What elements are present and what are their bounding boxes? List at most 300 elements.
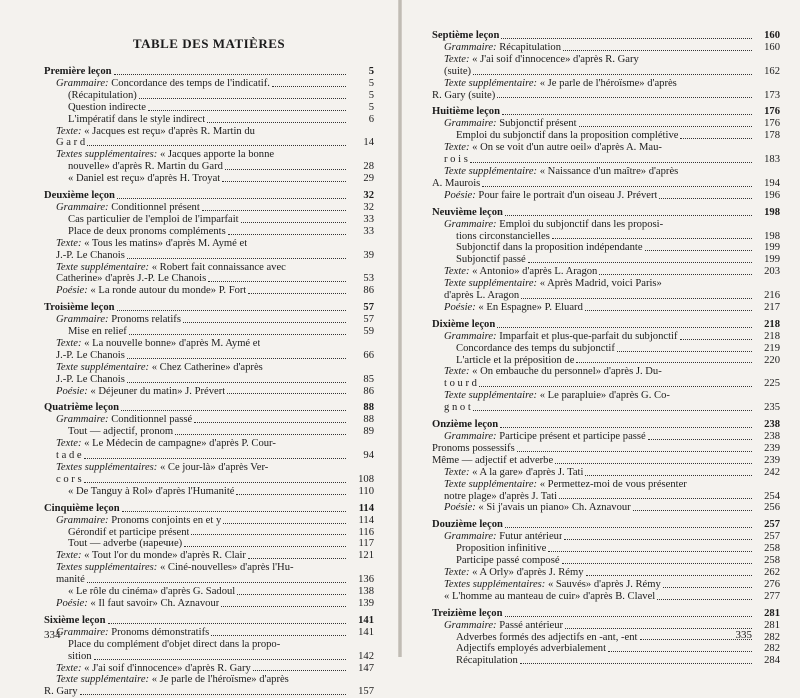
- toc-page-number: 5: [368, 66, 374, 77]
- toc-entry-text: [444, 42, 561, 54]
- toc-page-number: 86: [363, 385, 374, 397]
- toc-entry: [432, 54, 780, 66]
- toc-page-number: 85: [363, 373, 374, 385]
- toc-entry-label: Texte:: [56, 662, 82, 674]
- toc-page-number: 257: [764, 531, 780, 543]
- toc-entry: [432, 343, 780, 355]
- toc-entry: [44, 238, 374, 250]
- toc-page-number: 235: [764, 402, 780, 414]
- toc-entry: [44, 202, 374, 214]
- toc-page-number: 29: [363, 173, 374, 185]
- dot-leader: [497, 327, 752, 328]
- toc-page-number: 282: [764, 643, 780, 655]
- dot-leader: [585, 310, 752, 311]
- toc-entry-title: « La ronde autour du monde» P. Fort: [87, 285, 247, 297]
- toc-entry-title: Participe passé composé: [456, 555, 560, 567]
- toc-page-number: 218: [764, 330, 780, 342]
- toc-entry: [44, 273, 374, 285]
- toc-entry: [44, 350, 374, 362]
- toc-page-number: 203: [764, 266, 780, 278]
- toc-entry: [44, 598, 374, 610]
- toc-page-number: 141: [358, 614, 374, 626]
- dot-leader: [248, 293, 346, 294]
- lesson-heading: [432, 608, 780, 620]
- toc-entry-text: Neuvième leçon: [432, 206, 503, 218]
- toc-entry: [432, 78, 780, 90]
- dot-leader: [211, 635, 346, 636]
- toc-page-number: 199: [764, 242, 780, 254]
- toc-entry-title: « Permettez-moi de vous présenter: [537, 478, 687, 490]
- toc-entry-text: [56, 627, 209, 639]
- toc-page-number: 59: [363, 326, 374, 338]
- toc-page-number: 276: [764, 578, 780, 590]
- toc-entry: [44, 550, 374, 562]
- toc-entry-text: [432, 455, 553, 467]
- toc-page-number: 89: [363, 426, 374, 438]
- toc-entry: [432, 178, 780, 190]
- toc-entry-text: [456, 632, 638, 644]
- toc-entry-text: [444, 166, 678, 178]
- toc-entry-text: [432, 178, 480, 190]
- toc-entry-title: J.-P. Le Chanois: [56, 249, 125, 261]
- toc-page-number: 57: [363, 314, 374, 326]
- lesson-heading: [44, 302, 374, 314]
- lesson-block: [44, 503, 374, 610]
- lesson-heading: [432, 519, 780, 531]
- dot-leader: [565, 628, 752, 629]
- toc-page-number: 194: [764, 177, 780, 189]
- toc-entry-title: « Le rôle du cinéma» d'après G. Sadoul: [68, 586, 236, 598]
- dot-leader: [237, 594, 346, 595]
- dot-leader: [633, 510, 752, 511]
- toc-entry: [432, 242, 780, 254]
- dot-leader: [127, 358, 346, 359]
- toc-entry-text: Onzième leçon: [432, 419, 499, 431]
- toc-entry-text: [56, 438, 276, 450]
- toc-entry: [44, 515, 374, 527]
- toc-page-number: 282: [764, 631, 780, 643]
- toc-page-number: 110: [358, 485, 374, 497]
- toc-page-number: 139: [358, 597, 374, 609]
- toc-entry-title: Subjonctif passé: [456, 254, 526, 266]
- dot-leader: [184, 546, 346, 547]
- toc-entry-text: [444, 402, 471, 414]
- dot-leader: [482, 186, 752, 187]
- dot-leader: [183, 322, 346, 323]
- toc-entry: [44, 78, 374, 90]
- toc-entry-label: Grammaire:: [444, 431, 497, 442]
- toc-page-number: 142: [358, 650, 374, 662]
- toc-entry-text: [56, 374, 125, 386]
- toc-entry-label: Poésie:: [56, 285, 88, 297]
- toc-entry-title: t o u r d: [444, 378, 477, 390]
- toc-entry-text: [68, 326, 127, 338]
- dot-leader: [139, 98, 346, 99]
- toc-entry-label: Texte:: [444, 466, 470, 478]
- toc-entry-text: [56, 137, 85, 149]
- dot-leader: [253, 670, 346, 671]
- toc-entry-title: Tout — adjectif, pronom: [68, 426, 174, 438]
- toc-entry-label: Texte:: [56, 125, 82, 137]
- toc-entry: [432, 591, 780, 603]
- toc-entry: [432, 331, 780, 343]
- lesson-heading: [44, 190, 374, 202]
- dot-leader: [80, 694, 346, 695]
- toc-entry-title: « En Espagne» P. Eluard: [475, 301, 583, 313]
- dot-leader: [579, 126, 752, 127]
- dot-leader: [207, 122, 346, 123]
- toc-entry: [44, 114, 374, 126]
- toc-entry: [44, 161, 374, 173]
- toc-entry-text: Huitième leçon: [432, 106, 500, 118]
- toc-page-number: 281: [764, 619, 780, 631]
- toc-entry-title: « Antonio» d'après L. Aragon: [469, 266, 598, 278]
- lesson-block: [44, 190, 374, 297]
- toc-page-number: 239: [764, 442, 780, 454]
- toc-entry: [432, 254, 780, 266]
- toc-entry: [44, 426, 374, 438]
- toc-entry-label: Grammaire:: [56, 77, 109, 89]
- toc-entry: [432, 118, 780, 130]
- toc-entry-title: « Jacques apporte la bonne: [157, 149, 275, 161]
- toc-entry-title: « On se voit d'un autre oeil» d'après A. Mau-: [469, 142, 662, 154]
- toc-entry-title: Pronoms relatifs: [108, 314, 181, 326]
- toc-entry: [44, 214, 374, 226]
- dot-leader: [645, 250, 752, 251]
- toc-entry: [432, 190, 780, 202]
- toc-entry-title: Pronoms conjoints en et y: [108, 514, 222, 526]
- dot-leader: [117, 198, 346, 199]
- dot-leader: [564, 539, 752, 540]
- toc-entry: [432, 531, 780, 543]
- toc-entry-text: Sixième leçon: [44, 614, 106, 626]
- toc-entry-title: Concordance des temps de l'indicatif.: [108, 77, 270, 89]
- page-title: TABLE DES MATIÈRES: [132, 36, 286, 51]
- dot-leader: [127, 382, 346, 383]
- toc-entry-text: [68, 486, 234, 498]
- toc-entry: [44, 137, 374, 149]
- toc-entry: [44, 262, 374, 274]
- dot-leader: [225, 169, 346, 170]
- toc-entry-title: « Déjeuner du matin» J. Prévert: [87, 385, 226, 397]
- toc-page-number: 217: [764, 301, 780, 313]
- toc-entry-title: « J'ai soif d'innocence» d'après R. Gary: [81, 662, 251, 674]
- toc-entry: [44, 663, 374, 675]
- toc-page-number: 196: [764, 189, 780, 201]
- toc-page-number: 94: [363, 450, 374, 462]
- toc-entry-text: [444, 531, 562, 543]
- toc-page-number: 262: [764, 566, 780, 578]
- toc-page-number: 141: [358, 626, 374, 638]
- toc-entry-label: Texte:: [56, 550, 82, 562]
- toc-entry-text: [444, 378, 477, 390]
- toc-entry-text: [444, 591, 655, 603]
- toc-entry-text: Septième leçon: [432, 30, 500, 41]
- toc-entry-text: [456, 254, 526, 266]
- toc-entry-text: [68, 214, 239, 226]
- toc-page-number: 176: [764, 106, 780, 118]
- toc-entry-label: Texte supplémentaire:: [444, 165, 538, 177]
- toc-entry: [44, 173, 374, 185]
- toc-page-number: 160: [764, 30, 780, 41]
- toc-entry-label: Grammaire:: [444, 118, 497, 130]
- toc-page-number: 121: [358, 550, 374, 562]
- toc-entry-title: « L'homme au manteau de cuir» d'après B. Clavel: [444, 590, 656, 602]
- toc-entry-label: Grammaire:: [444, 218, 497, 230]
- toc-page-number: 281: [764, 607, 780, 619]
- lesson-block: [432, 106, 780, 201]
- toc-entry-text: [456, 242, 643, 254]
- toc-list-right: [432, 30, 780, 667]
- toc-entry-title: Place de deux pronoms compléments: [68, 225, 226, 237]
- toc-page-number: 114: [358, 502, 374, 514]
- toc-entry-text: [444, 567, 584, 579]
- toc-entry: [44, 226, 374, 238]
- toc-entry-title: Pronoms possessifs: [432, 442, 515, 454]
- toc-entry-text: [56, 663, 251, 675]
- toc-entry-label: Grammaire:: [444, 531, 497, 543]
- toc-entry: [432, 142, 780, 154]
- toc-entry: [44, 414, 374, 426]
- dot-leader: [114, 74, 346, 75]
- lesson-block: [432, 319, 780, 414]
- toc-entry-text: [56, 314, 181, 326]
- toc-page-number: 162: [764, 65, 780, 77]
- toc-entry-title: « Le Médecin de campagne» d'après P. Cour-: [81, 438, 276, 450]
- toc-entry-title: Futur antérieur: [496, 531, 563, 543]
- toc-entry: [44, 639, 374, 651]
- toc-page-number: 32: [363, 190, 374, 202]
- toc-entry: [44, 90, 374, 102]
- toc-entry-title: « De Tanguy à Rol» d'après l'Humanité: [68, 485, 235, 497]
- dot-leader: [585, 475, 752, 476]
- lesson-heading: [432, 419, 780, 431]
- toc-entry-title: L'impératif dans le style indirect: [68, 113, 206, 125]
- toc-entry-title: G a r d: [56, 137, 86, 149]
- toc-entry-text: [444, 66, 471, 78]
- toc-entry: [44, 102, 374, 114]
- dot-leader: [657, 599, 752, 600]
- dot-leader: [473, 410, 752, 411]
- toc-page-number: 136: [358, 574, 374, 586]
- toc-entry-label: Texte supplémentaire:: [56, 674, 150, 686]
- toc-entry: [432, 42, 780, 54]
- toc-entry-text: Dixième leçon: [432, 318, 496, 330]
- toc-entry: [432, 467, 780, 479]
- toc-entry-title: Pronoms démonstratifs: [108, 626, 210, 638]
- dot-leader: [479, 386, 752, 387]
- toc-entry-text: [456, 355, 574, 367]
- lesson-block: [432, 519, 780, 602]
- dot-leader: [502, 114, 752, 115]
- dot-leader: [517, 451, 752, 452]
- toc-page-number: 5: [368, 77, 374, 89]
- dot-leader: [617, 351, 752, 352]
- toc-entry: [432, 302, 780, 314]
- dot-leader: [562, 563, 752, 564]
- toc-entry: [432, 166, 780, 178]
- toc-entry-title: « Ce jour-là» d'après Ver-: [157, 462, 269, 473]
- toc-entry-text: [444, 78, 677, 90]
- toc-entry-label: Textes supplémentaires:: [56, 149, 158, 161]
- toc-entry-text: [56, 78, 270, 90]
- toc-entry: [44, 562, 374, 574]
- toc-entry: [432, 219, 780, 231]
- toc-entry: [44, 438, 374, 450]
- toc-entry: [44, 462, 374, 474]
- toc-page-number: 284: [764, 655, 780, 667]
- toc-entry-title: « La nouvelle bonne» d'après M. Aymé et: [81, 337, 261, 349]
- toc-entry-text: [68, 527, 189, 539]
- toc-page-number: 116: [358, 526, 374, 538]
- toc-entry-text: [56, 414, 192, 426]
- toc-entry: [432, 90, 780, 102]
- toc-entry-text: [456, 231, 550, 243]
- toc-entry-title: L'article et la préposition de: [456, 354, 575, 366]
- toc-entry-text: [56, 202, 200, 214]
- dot-leader: [94, 659, 346, 660]
- toc-entry-text: [56, 238, 247, 250]
- toc-entry-text: [444, 142, 662, 154]
- toc-entry: [44, 574, 374, 586]
- toc-entry-title: Tout — adverbe (наречие): [68, 538, 183, 550]
- toc-entry-text: [68, 90, 137, 102]
- toc-entry-text: [44, 686, 78, 698]
- toc-entry: [432, 231, 780, 243]
- dot-leader: [663, 587, 752, 588]
- toc-entry-text: [56, 350, 125, 362]
- toc-page-number: 198: [764, 230, 780, 242]
- dot-leader: [608, 651, 752, 652]
- lesson-heading: [432, 106, 780, 118]
- toc-page-number: 5: [368, 89, 374, 101]
- toc-entry: [44, 586, 374, 598]
- dot-leader: [505, 527, 752, 528]
- toc-page-number: 238: [764, 419, 780, 431]
- dot-leader: [505, 616, 753, 617]
- dot-leader: [148, 110, 346, 111]
- toc-entry-title: Question indirecte: [68, 101, 146, 113]
- lesson-block: [44, 402, 374, 497]
- toc-entry-title: Conditionnel passé: [108, 414, 193, 426]
- toc-entry-label: Grammaire:: [56, 314, 109, 326]
- dot-leader: [108, 623, 347, 624]
- toc-entry-label: Poésie:: [444, 301, 476, 313]
- dot-leader: [227, 393, 346, 394]
- lesson-heading: [44, 66, 374, 78]
- dot-leader: [272, 86, 346, 87]
- toc-entry: [432, 130, 780, 142]
- lesson-block: [44, 302, 374, 397]
- toc-entry: [44, 527, 374, 539]
- toc-entry-title: nouvelle» d'après R. Martin du Gard: [68, 161, 223, 173]
- toc-entry: [432, 154, 780, 166]
- toc-page-number: 257: [764, 519, 780, 531]
- toc-entry-title: Adjectifs employés adverbialement: [456, 643, 607, 655]
- toc-page-number: 242: [764, 466, 780, 478]
- toc-entry-label: Grammaire:: [444, 41, 497, 53]
- toc-entry-title: Adverbes formés des adjectifs en -ant, -ent: [456, 631, 638, 643]
- toc-entry-title: « Jacques est reçu» d'après R. Martin du: [81, 125, 255, 137]
- lesson-block: [432, 30, 780, 101]
- toc-entry: [432, 355, 780, 367]
- toc-page-number: 218: [764, 318, 780, 330]
- toc-entry-title: Mise en relief: [68, 326, 127, 338]
- toc-entry-text: [68, 639, 280, 651]
- toc-entry-text: Cinquième leçon: [44, 502, 120, 514]
- toc-entry-text: [56, 598, 219, 610]
- toc-entry-text: [444, 479, 687, 491]
- toc-page-number: 178: [764, 130, 780, 142]
- toc-entry: [432, 620, 780, 632]
- toc-entry-label: Texte supplémentaire:: [56, 361, 150, 373]
- toc-page-number: 258: [764, 543, 780, 555]
- toc-page-number: 117: [358, 538, 374, 550]
- toc-entry-title: Emploi du subjonctif dans la proposition complétive: [456, 130, 679, 142]
- dot-leader: [563, 50, 752, 51]
- dot-leader: [222, 181, 346, 182]
- toc-entry-label: Texte:: [56, 237, 82, 249]
- toc-entry-text: [456, 130, 678, 142]
- toc-entry-text: [56, 550, 246, 562]
- dot-leader: [599, 274, 752, 275]
- toc-entry-text: [456, 343, 615, 355]
- toc-page-number: 66: [363, 349, 374, 361]
- toc-entry-text: [56, 126, 255, 138]
- toc-page-number: 173: [764, 89, 780, 101]
- toc-entry-title: Subjonctif présent: [496, 118, 577, 130]
- dot-leader: [648, 439, 752, 440]
- dot-leader: [248, 558, 346, 559]
- toc-entry-title: sition: [68, 650, 92, 662]
- toc-page-number: 88: [363, 402, 374, 414]
- toc-entry-label: Texte:: [444, 142, 470, 154]
- toc-entry: [44, 450, 374, 462]
- toc-entry-label: Poésie:: [444, 502, 476, 514]
- toc-page-number: 57: [363, 302, 374, 314]
- toc-entry-text: [56, 674, 289, 686]
- toc-entry-text: [456, 543, 546, 555]
- toc-entry: [44, 338, 374, 350]
- toc-entry-label: Texte supplémentaire:: [56, 261, 150, 273]
- toc-entry-label: Texte:: [444, 366, 470, 378]
- toc-entry-text: [432, 90, 495, 102]
- toc-entry-title: « Robert fait connaissance avec: [149, 261, 286, 273]
- toc-entry-text: [456, 555, 560, 567]
- toc-page-number: 254: [764, 490, 780, 502]
- toc-entry-title: « Naissance d'un maître» d'après: [537, 165, 679, 177]
- lesson-heading: [432, 319, 780, 331]
- dot-leader: [202, 210, 346, 211]
- toc-entry-title: « J'ai soif d'innocence» d'après R. Gary: [469, 53, 639, 65]
- toc-page-number: 256: [764, 502, 780, 514]
- toc-entry-label: Poésie:: [56, 597, 88, 609]
- toc-entry: [432, 366, 780, 378]
- toc-entry: [432, 655, 780, 667]
- toc-entry-label: Grammaire:: [56, 514, 109, 526]
- toc-entry: [432, 390, 780, 402]
- toc-entry-text: [56, 250, 125, 262]
- toc-entry-title: « Je parle de l'héroïsme» d'après: [149, 674, 289, 686]
- toc-entry-text: [444, 118, 577, 130]
- toc-entry-text: [56, 285, 246, 297]
- toc-entry: [44, 686, 374, 698]
- toc-entry-label: Texte supplémentaire:: [444, 478, 538, 490]
- toc-entry-text: [444, 278, 662, 290]
- toc-entry-title: g n o t: [444, 402, 471, 414]
- toc-page-number: 160: [764, 41, 780, 53]
- toc-entry-text: [444, 366, 662, 378]
